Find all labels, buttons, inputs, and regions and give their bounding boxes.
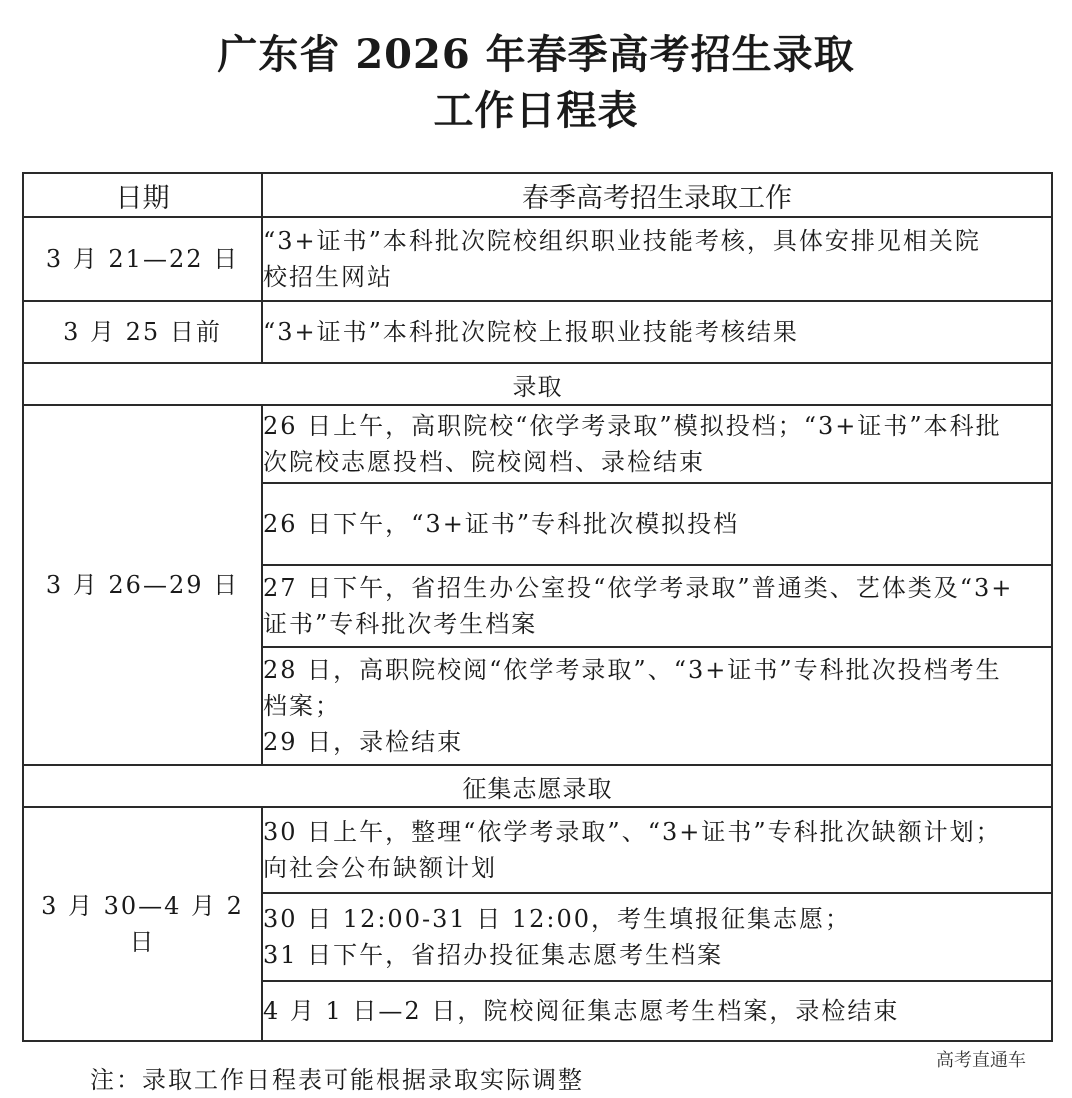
header-date: 日期	[23, 173, 262, 217]
table-row	[23, 217, 1052, 301]
section-row-admission	[23, 363, 1052, 405]
row-work	[262, 217, 1052, 301]
admission-date: 3 月 26—29 日	[23, 405, 262, 765]
work-line: 次院校志愿投档、院校阅档、录检结束	[263, 448, 705, 476]
date-line: 日	[129, 928, 156, 956]
document-title-line-2: 工作日程表	[433, 87, 639, 134]
work-line: 31 日下午，省招办投征集志愿考生档案	[263, 941, 724, 969]
work-line: 向社会公布缺额计划	[263, 854, 497, 882]
schedule-table	[22, 172, 1053, 1042]
work-line: 30 日 12:00-31 日 12:00，考生填报征集志愿；	[263, 905, 852, 933]
row-work	[262, 565, 1052, 647]
row-work	[262, 981, 1052, 1041]
row-work	[262, 405, 1052, 483]
header-work: 春季高考招生录取工作	[262, 173, 1052, 217]
supplementary-date	[23, 807, 262, 1041]
table-row	[23, 807, 1052, 893]
table-header-row	[23, 173, 1052, 217]
table-row	[23, 405, 1052, 483]
date-line: 3 月 30—4 月 2	[41, 892, 244, 920]
work-line: 证书”专科批次考生档案	[263, 610, 538, 638]
work-line: 26 日上午，高职院校“依学考录取”模拟投档；“3+证书”本科批	[263, 412, 1002, 440]
row-date: 3 月 21—22 日	[23, 217, 262, 301]
work-line: 29 日，录检结束	[263, 728, 464, 756]
row-date: 3 月 25 日前	[23, 301, 262, 363]
work-line: 校招生网站	[263, 263, 393, 291]
row-work	[262, 647, 1052, 765]
footnote: 注：录取工作日程表可能根据录取实际调整	[90, 1066, 584, 1094]
work-line: 26 日下午，“3+证书”专科批次模拟投档	[263, 510, 740, 538]
document-title-line-1: 广东省 2026 年春季高考招生录取	[217, 31, 855, 78]
row-work	[262, 483, 1052, 565]
work-line: 档案；	[263, 692, 341, 720]
section-title-supplementary: 征集志愿录取	[23, 765, 1052, 807]
watermark-text: 高考直通车	[936, 1050, 1026, 1071]
table-row	[23, 301, 1052, 363]
work-line: “3+证书”本科批次院校组织职业技能考核，具体安排见相关院	[263, 227, 981, 255]
section-row-supplementary	[23, 765, 1052, 807]
work-line: 4 月 1 日—2 日，院校阅征集志愿考生档案，录检结束	[263, 997, 900, 1025]
section-title-admission: 录取	[23, 363, 1052, 405]
work-line: 28 日，高职院校阅“依学考录取”、“3+证书”专科批次投档考生	[263, 656, 1002, 684]
work-line: 27 日下午，省招生办公室投“依学考录取”普通类、艺体类及“3+	[263, 574, 1014, 602]
row-work	[262, 893, 1052, 981]
row-work	[262, 301, 1052, 363]
work-line: 30 日上午，整理“依学考录取”、“3+证书”专科批次缺额计划；	[263, 818, 1002, 846]
row-work	[262, 807, 1052, 893]
work-line: “3+证书”本科批次院校上报职业技能考核结果	[263, 318, 799, 346]
